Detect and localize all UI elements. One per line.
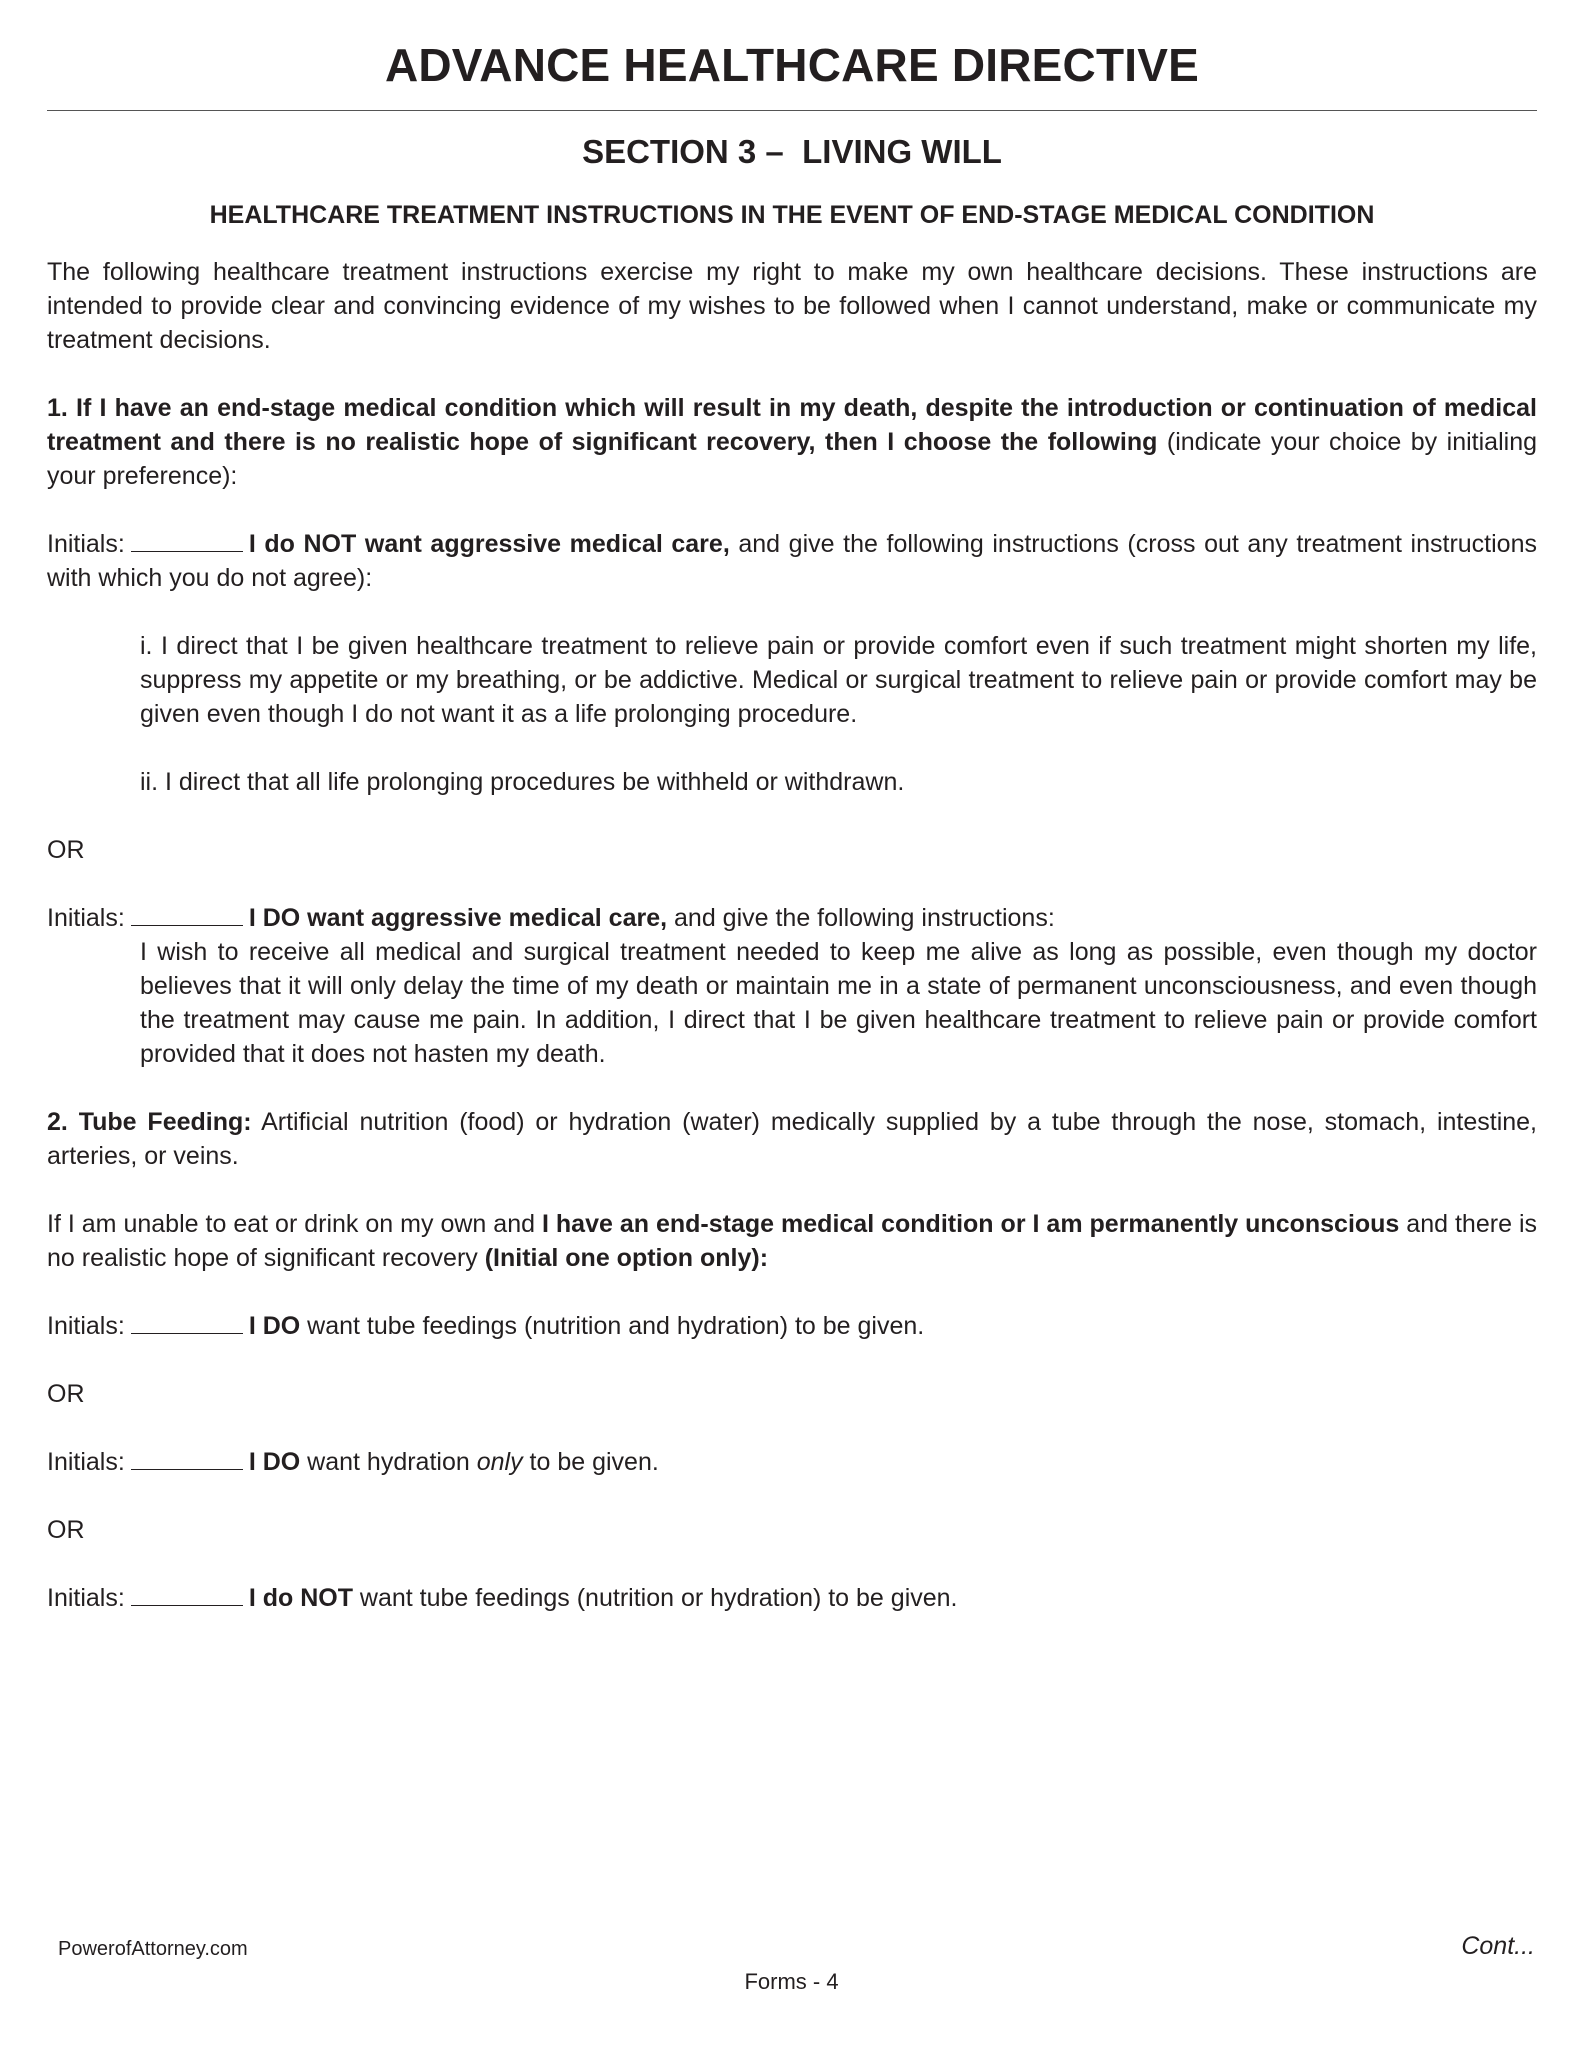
title-divider: [47, 110, 1537, 111]
document-page: [47, 0, 1537, 2048]
initials-label: Initials:: [47, 1448, 125, 1476]
condition-paragraph: [47, 1207, 1537, 1275]
aggressive-instructions: [47, 935, 1537, 1071]
tube-option-2-text-b: to be given.: [522, 1448, 659, 1476]
tube-option-3-text: want tube feedings (nutrition or hydration) to be given.: [352, 1584, 958, 1612]
tube-option-1-bold: I DO: [248, 1312, 301, 1340]
option-no-aggressive-bold: I do NOT want aggressive medical care,: [248, 530, 730, 558]
condition-part1: If I am unable to eat or drink on my own and: [47, 1210, 542, 1238]
document-body: [47, 255, 1537, 1649]
initials-label: Initials:: [47, 1584, 125, 1612]
option-no-aggressive-text: and give the following instructions (cross out any treatment instructions with which you do not agree):: [47, 530, 1537, 592]
initials-blank-no-aggressive[interactable]: [131, 527, 243, 552]
tube-option-3: [47, 1581, 1537, 1615]
tube-option-2-bold: I DO: [248, 1448, 301, 1476]
initials-label: Initials:: [47, 904, 125, 932]
option-aggressive-bold: I DO want aggressive medical care,: [248, 904, 668, 932]
initials-label: Initials:: [47, 1312, 125, 1340]
instruction-ii: ii. I direct that all life prolonging procedures be withheld or withdrawn.: [140, 768, 905, 796]
instruction-i: i. I direct that I be given healthcare treatment to relieve pain or provide comfort even if such treatment might shorten my life, suppress my appetite or my breathing, or be addictive. Medical or surgical treatment to relieve pain or provide comfort may be given even though I do not want it as a life prolonging procedure.: [140, 632, 1537, 728]
item2-text: Artificial nutrition (food) or hydration (water) medically supplied by a tube through the nose, stomach, intestine, arteries, or veins.: [47, 1108, 1538, 1170]
or-separator: OR: [47, 1380, 85, 1408]
option-aggressive-text: and give the following instructions:: [667, 904, 1055, 932]
section-title: SECTION 3 – LIVING WILL: [582, 133, 1002, 170]
section-subheading: HEALTHCARE TREATMENT INSTRUCTIONS IN THE EVENT OF END-STAGE MEDICAL CONDITION: [209, 201, 1375, 229]
footer-site: PowerofAttorney.com: [58, 1938, 248, 1960]
intro-paragraph: The following healthcare treatment instructions exercise my right to make my own healthcare decisions. These instructions are intended to provide clear and convincing evidence of my wishes to be followed when I cannot understand, make or communicate my treatment decisions.: [47, 258, 1537, 354]
document-title: ADVANCE HEALTHCARE DIRECTIVE: [384, 39, 1200, 91]
or-separator: OR: [47, 1516, 85, 1544]
tube-option-2-text-a: want hydration: [300, 1448, 477, 1476]
condition-part4: (Initial one option only):: [484, 1244, 769, 1272]
item1-paragraph: [47, 391, 1537, 493]
item2-bold: 2. Tube Feeding:: [47, 1108, 252, 1136]
tube-option-2-italic: only: [476, 1448, 523, 1476]
item2-paragraph: [47, 1105, 1537, 1173]
initials-blank-tube-3[interactable]: [131, 1581, 243, 1606]
condition-part3: and there is no realistic hope of significant recovery: [47, 1210, 1537, 1272]
tube-option-2: [47, 1445, 1537, 1479]
no-aggressive-instructions: [47, 629, 1537, 799]
tube-option-1-text: want tube feedings (nutrition and hydration) to be given.: [300, 1312, 925, 1340]
footer-continued: Cont...: [1461, 1932, 1535, 1960]
condition-part2: I have an end-stage medical condition or I am permanently unconscious: [541, 1210, 1400, 1238]
item1-text: (indicate your choice by initialing your preference):: [47, 428, 1538, 490]
footer-page-number: Forms - 4: [744, 1969, 839, 1994]
option-no-aggressive: [47, 527, 1537, 595]
item1-bold: 1. If I have an end-stage medical condition which will result in my death, despite the introduction or continuation of medical treatment and there is no realistic hope of significant recovery, then I choose the following: [47, 394, 1537, 456]
initials-blank-tube-2[interactable]: [131, 1445, 243, 1470]
initials-label: Initials:: [47, 530, 125, 558]
initials-blank-aggressive[interactable]: [131, 901, 243, 926]
tube-option-1: [47, 1309, 1537, 1343]
aggressive-detail: I wish to receive all medical and surgical treatment needed to keep me alive as long as possible, even though my doctor believes that it will only delay the time of my death or maintain me in a state of permanent unconsciousness, and even though the treatment may cause me pain. In addition, I direct that I be given healthcare treatment to relieve pain or provide comfort provided that it does not hasten my death.: [140, 938, 1537, 1068]
initials-blank-tube-1[interactable]: [131, 1309, 243, 1334]
option-aggressive: [47, 901, 1537, 935]
or-separator: OR: [47, 836, 85, 864]
tube-option-3-bold: I do NOT: [248, 1584, 353, 1612]
